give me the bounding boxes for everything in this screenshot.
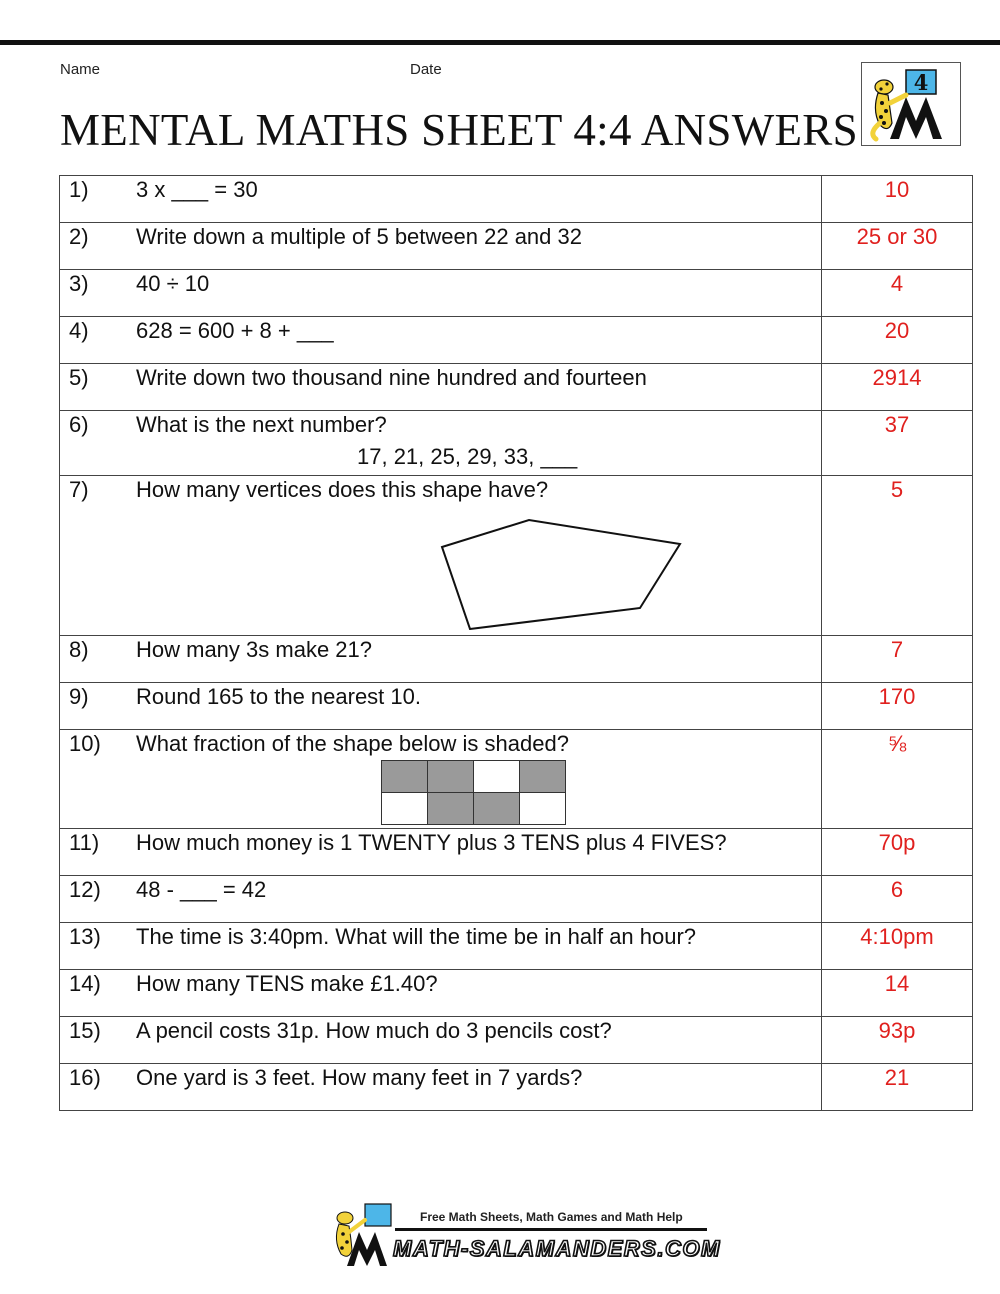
question-cell [60,683,822,730]
question-number: 11) [69,830,100,855]
question-cell [60,1017,822,1064]
question-number: 9) [69,684,89,709]
answer-cell: 6 [822,876,973,923]
question-text: Write down a multiple of 5 between 22 and 32 [136,224,582,249]
shaded-cell [474,793,520,825]
table-row [60,364,973,411]
answer-cell: 25 or 30 [822,223,973,270]
question-number: 6) [69,412,89,437]
question-cell [60,176,822,223]
number-sequence: 17, 21, 25, 29, 33, ___ [357,444,578,469]
question-number: 4) [69,318,89,343]
table-row [60,476,973,636]
question-number: 12) [69,877,101,902]
question-text: How many vertices does this shape have? [136,477,549,502]
question-number: 7) [69,477,89,502]
answer-cell: 93p [822,1017,973,1064]
answer-cell: 70p [822,829,973,876]
question-cell [60,829,822,876]
answer-cell: ⅝ [822,730,973,829]
answer-cell: 7 [822,636,973,683]
table-row [60,411,973,476]
table-row [60,876,973,923]
table-row [60,1017,973,1064]
question-number: 14) [69,971,101,996]
questions-table [59,175,973,1111]
footer-logo [325,1190,721,1270]
question-text: Write down two thousand nine hundred and fourteen [136,365,647,390]
table-row [60,270,973,317]
question-text: 40 ÷ 10 [136,271,210,296]
shaded-cell [428,761,474,793]
table-row [60,829,973,876]
question-cell [60,364,822,411]
table-row [60,970,973,1017]
question-text: How much money is 1 TWENTY plus 3 TENS plus 4 FIVES? [136,830,727,855]
shaded-cell [428,793,474,825]
question-text: The time is 3:40pm. What will the time be in half an hour? [136,924,697,949]
pentagon-shape [60,504,822,630]
question-cell [60,1064,822,1111]
question-text: One yard is 3 feet. How many feet in 7 yards? [136,1065,583,1090]
question-text: What is the next number? [136,412,387,437]
question-cell [60,970,822,1017]
question-number: 10) [69,731,101,756]
table-row [60,1064,973,1111]
table-row [60,730,973,829]
answer-cell: 14 [822,970,973,1017]
table-row [60,176,973,223]
unshaded-cell [382,793,428,825]
question-text: A pencil costs 31p. How much do 3 pencils cost? [136,1018,612,1043]
answer-cell: 5 [822,476,973,636]
question-text: How many 3s make 21? [136,637,372,662]
answer-cell: 10 [822,176,973,223]
site-name: MATH-SALAMANDERS.COM [393,1236,721,1261]
shaded-cell [382,761,428,793]
salamander-footer-icon [325,1190,395,1270]
question-cell [60,876,822,923]
question-number: 15) [69,1018,101,1043]
question-text: What fraction of the shape below is shaded? [136,731,569,756]
table-row [60,923,973,970]
question-cell [60,317,822,364]
answer-cell: 37 [822,411,973,476]
top-rule [0,40,1000,45]
question-text: How many TENS make £1.40? [136,971,438,996]
question-number: 8) [69,637,89,662]
question-cell [60,923,822,970]
question-cell [60,223,822,270]
question-cell [60,476,822,636]
question-number: 3) [69,271,89,296]
answer-cell: 21 [822,1064,973,1111]
question-text: 3 x ___ = 30 [136,177,258,202]
table-row [60,223,973,270]
answer-cell: 2914 [822,364,973,411]
fraction-grid [381,760,566,825]
answer-cell: 20 [822,317,973,364]
answer-cell: 170 [822,683,973,730]
unshaded-cell [520,793,566,825]
table-row [60,317,973,364]
question-number: 1) [69,177,89,202]
footer-rule [395,1228,707,1231]
shaded-cell [520,761,566,793]
page-title: MENTAL MATHS SHEET 4:4 ANSWERS [60,105,858,155]
footer-tagline: Free Math Sheets, Math Games and Math Help [420,1210,683,1224]
question-text: 48 - ___ = 42 [136,877,267,902]
question-text: Round 165 to the nearest 10. [136,684,421,709]
question-cell [60,270,822,317]
salamander-logo [861,62,961,146]
answer-cell: 4 [822,270,973,317]
question-text: 628 = 600 + 8 + ___ [136,318,334,343]
question-number: 16) [69,1065,101,1090]
question-number: 5) [69,365,89,390]
unshaded-cell [474,761,520,793]
question-cell [60,411,822,476]
table-row [60,636,973,683]
question-number: 2) [69,224,89,249]
table-row [60,683,973,730]
grade-digit: 4 [913,70,929,95]
question-cell [60,730,822,829]
date-label: Date [410,61,442,78]
name-label: Name [60,61,101,78]
answer-cell: 4:10pm [822,923,973,970]
question-cell [60,636,822,683]
question-number: 13) [69,924,101,949]
